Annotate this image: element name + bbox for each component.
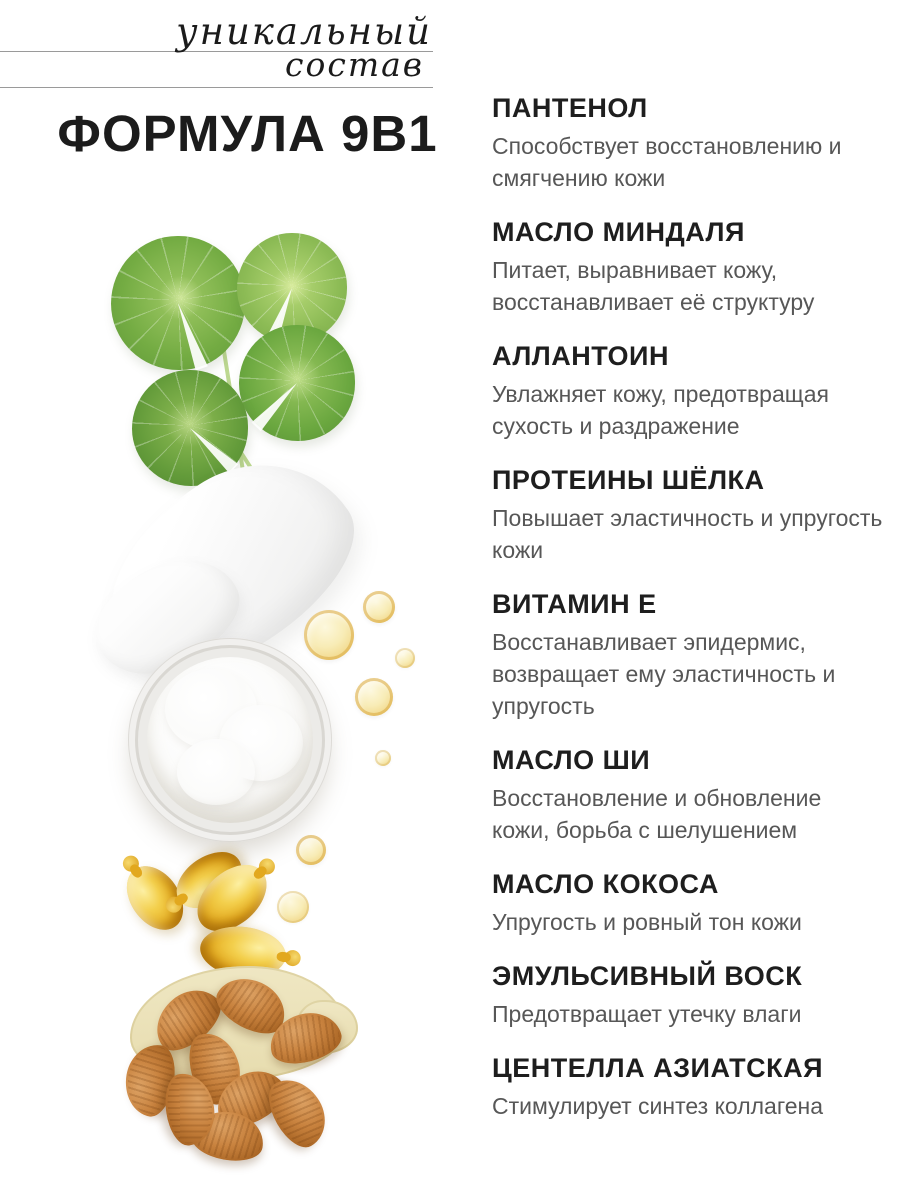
ingredient-name: МАСЛО ШИ — [492, 745, 651, 775]
ingredient-description: Питает, выравнивает кожу, восстанавливает её структуру — [492, 257, 815, 315]
ingredient-item — [492, 744, 884, 846]
oil-drop — [363, 591, 395, 623]
ingredient-description: Способствует восстановлению и смягчению кожи — [492, 133, 842, 191]
oil-drop — [277, 891, 309, 923]
ingredient-item — [492, 868, 884, 938]
ingredient-description: Стимулирует синтез коллагена — [492, 1093, 824, 1119]
tagline-line1: уникальный — [176, 10, 432, 53]
centella-leaf-photo — [239, 325, 355, 441]
oil-drop — [355, 678, 393, 716]
ingredient-name: ВИТАМИН Е — [492, 589, 657, 619]
ingredient-item — [492, 588, 884, 722]
ingredient-description: Восстанавливает эпидермис, возвращает ему эластичность и упругость — [492, 629, 836, 719]
ingredient-name: МАСЛО МИНДАЛЯ — [492, 217, 745, 247]
ingredient-description: Увлажняет кожу, предотвращая сухость и раздражение — [492, 381, 829, 439]
leaf-sinus — [250, 378, 303, 433]
leaf-sinus — [185, 422, 240, 475]
coconut-oil-puff — [177, 739, 255, 805]
ingredient-item — [492, 340, 884, 442]
oil-drop — [296, 835, 326, 865]
oil-drop — [375, 750, 391, 766]
ingredient-name: ПАНТЕНОЛ — [492, 93, 648, 123]
leaf-sinus — [170, 300, 209, 371]
ingredient-item — [492, 464, 884, 566]
ingredient-name: АЛЛАНТОИН — [492, 341, 669, 371]
ingredient-name: ПРОТЕИНЫ ШЁЛКА — [492, 465, 765, 495]
ingredients-list — [492, 92, 884, 1144]
ingredient-description: Восстановление и обновление кожи, борьба с шелушением — [492, 785, 822, 843]
oil-drop — [395, 648, 415, 668]
ingredient-item — [492, 216, 884, 318]
ingredient-name: ЦЕНТЕЛЛА АЗИАТСКАЯ — [492, 1053, 823, 1083]
ingredient-description: Повышает эластичность и упругость кожи — [492, 505, 883, 563]
ingredient-name: МАСЛО КОКОСА — [492, 869, 719, 899]
ingredient-item — [492, 960, 884, 1030]
page-title: ФОРМУЛА 9В1 — [57, 105, 438, 162]
centella-leaf-photo — [111, 236, 245, 370]
ingredient-item — [492, 92, 884, 194]
ingredient-item — [492, 1052, 884, 1122]
ingredient-name: ЭМУЛЬСИВНЫЙ ВОСК — [492, 961, 803, 991]
tagline-line2: состав — [284, 44, 424, 84]
jar-coconut-oil — [147, 657, 313, 823]
coconut-oil-jar-photo — [128, 638, 332, 842]
oil-drop — [304, 610, 354, 660]
ingredient-description: Предотвращает утечку влаги — [492, 1001, 802, 1027]
ingredient-description: Упругость и ровный тон кожи — [492, 909, 802, 935]
